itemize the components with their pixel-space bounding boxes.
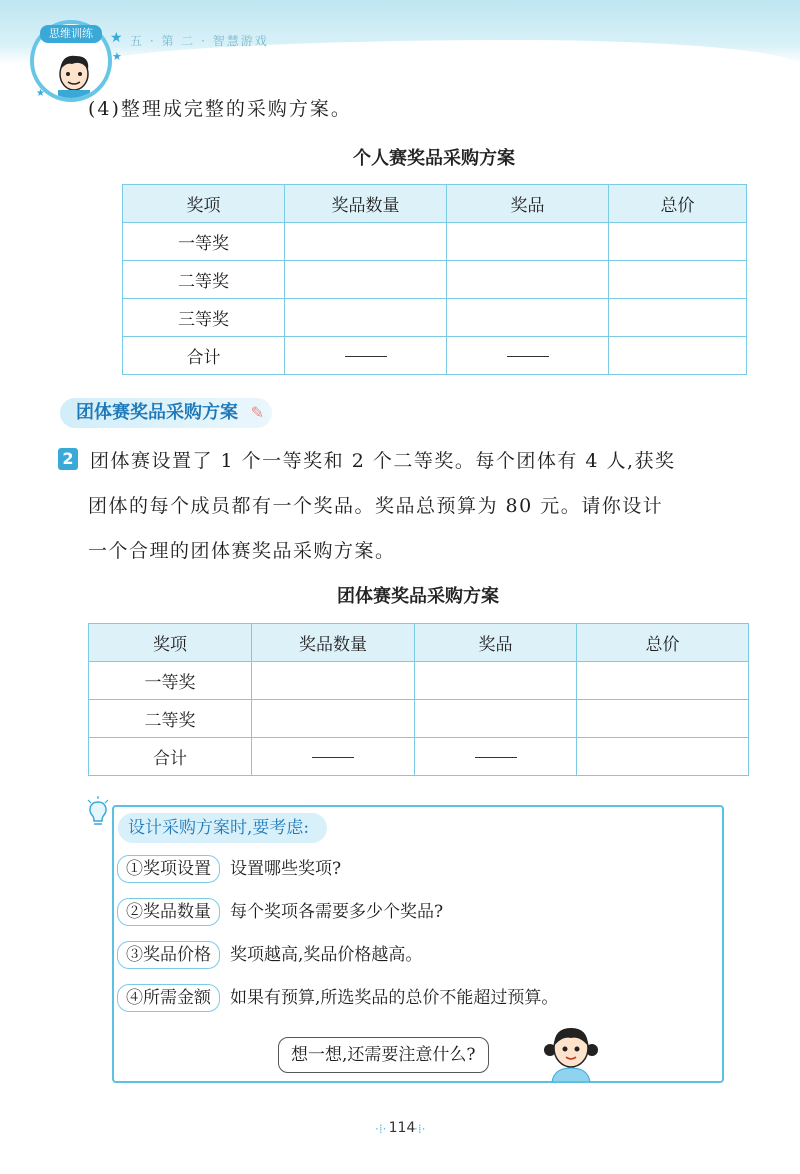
tip-text: 奖项越高,奖品价格越高。	[230, 945, 423, 965]
prize-cell[interactable]	[447, 261, 609, 299]
tip-chip: ③奖品价格	[117, 941, 220, 969]
prize-cell[interactable]	[415, 662, 577, 700]
tip-chip: ④所需金额	[117, 984, 220, 1012]
table2-title: 团体赛奖品采购方案	[337, 586, 499, 607]
lightbulb-icon	[84, 796, 112, 830]
row-label: 一等奖	[89, 662, 252, 700]
prize-cell[interactable]	[447, 299, 609, 337]
grand-total-cell[interactable]	[577, 738, 749, 776]
think-bubble: 想一想,还需要注意什么?	[278, 1037, 489, 1073]
star-icon: ★	[112, 50, 122, 63]
breadcrumb: 五 · 第 二 · 智慧游戏	[130, 34, 269, 48]
quantity-cell[interactable]	[285, 223, 447, 261]
header-award: 奖项	[123, 185, 285, 223]
header-quantity: 奖品数量	[285, 185, 447, 223]
table1-title: 个人赛奖品采购方案	[353, 148, 515, 169]
quantity-cell[interactable]	[252, 700, 415, 738]
header-award: 奖项	[89, 624, 252, 662]
row-label: 合计	[123, 337, 285, 375]
header-quantity: 奖品数量	[252, 624, 415, 662]
header-total: 总价	[577, 624, 749, 662]
tip-text: 设置哪些奖项?	[230, 859, 342, 879]
prize-cell[interactable]	[447, 223, 609, 261]
total-cell[interactable]	[609, 261, 747, 299]
dash-cell	[415, 738, 577, 776]
tip-item	[117, 898, 443, 928]
quantity-cell[interactable]	[285, 299, 447, 337]
grand-total-cell[interactable]	[609, 337, 747, 375]
row-label: 合计	[89, 738, 252, 776]
header-prize: 奖品	[415, 624, 577, 662]
part4-instruction: (4)整理成完整的采购方案。	[88, 98, 352, 120]
tip-item	[117, 984, 558, 1014]
row-label: 二等奖	[89, 700, 252, 738]
tip-chip: ②奖品数量	[117, 898, 220, 926]
question-number: 2	[58, 448, 78, 470]
quantity-cell[interactable]	[285, 261, 447, 299]
section-title-text: 团体赛奖品采购方案	[76, 402, 238, 423]
prize-cell[interactable]	[415, 700, 577, 738]
tip-text: 如果有预算,所选奖品的总价不能超过预算。	[230, 988, 559, 1008]
pencil-icon: ✎	[250, 403, 264, 422]
question-line: 团体赛设置了 1 个一等奖和 2 个二等奖。每个团体有 4 人,获奖	[90, 450, 676, 472]
total-cell[interactable]	[609, 299, 747, 337]
star-icon: ★	[110, 30, 123, 46]
tip-text: 每个奖项各需要多少个奖品?	[230, 902, 444, 922]
page-number: 114	[388, 1120, 416, 1136]
tip-item	[117, 855, 341, 885]
total-cell[interactable]	[577, 700, 749, 738]
team-plan-table	[88, 623, 749, 776]
total-cell[interactable]	[577, 662, 749, 700]
total-cell[interactable]	[609, 223, 747, 261]
dash-cell	[252, 738, 415, 776]
question-line: 团体的每个成员都有一个奖品。奖品总预算为 80 元。请你设计	[88, 495, 664, 517]
badge-ribbon: 思维训练	[40, 25, 102, 43]
row-label: 二等奖	[123, 261, 285, 299]
tips-heading: 设计采购方案时,要考虑:	[118, 813, 327, 843]
tip-chip: ①奖项设置	[117, 855, 220, 883]
page-ornament: ·⁞·	[414, 1122, 426, 1136]
star-icon: ★	[36, 88, 45, 99]
page-ornament: ·⁞·	[375, 1122, 387, 1136]
tip-item	[117, 941, 422, 971]
row-label: 三等奖	[123, 299, 285, 337]
individual-plan-table	[122, 184, 747, 375]
dash-cell	[447, 337, 609, 375]
quantity-cell[interactable]	[252, 662, 415, 700]
header-total: 总价	[609, 185, 747, 223]
question-line: 一个合理的团体赛奖品采购方案。	[88, 540, 396, 562]
row-label: 一等奖	[123, 223, 285, 261]
girl-character-icon	[540, 1020, 602, 1082]
section-title	[60, 398, 272, 428]
dash-cell	[285, 337, 447, 375]
header-prize: 奖品	[447, 185, 609, 223]
